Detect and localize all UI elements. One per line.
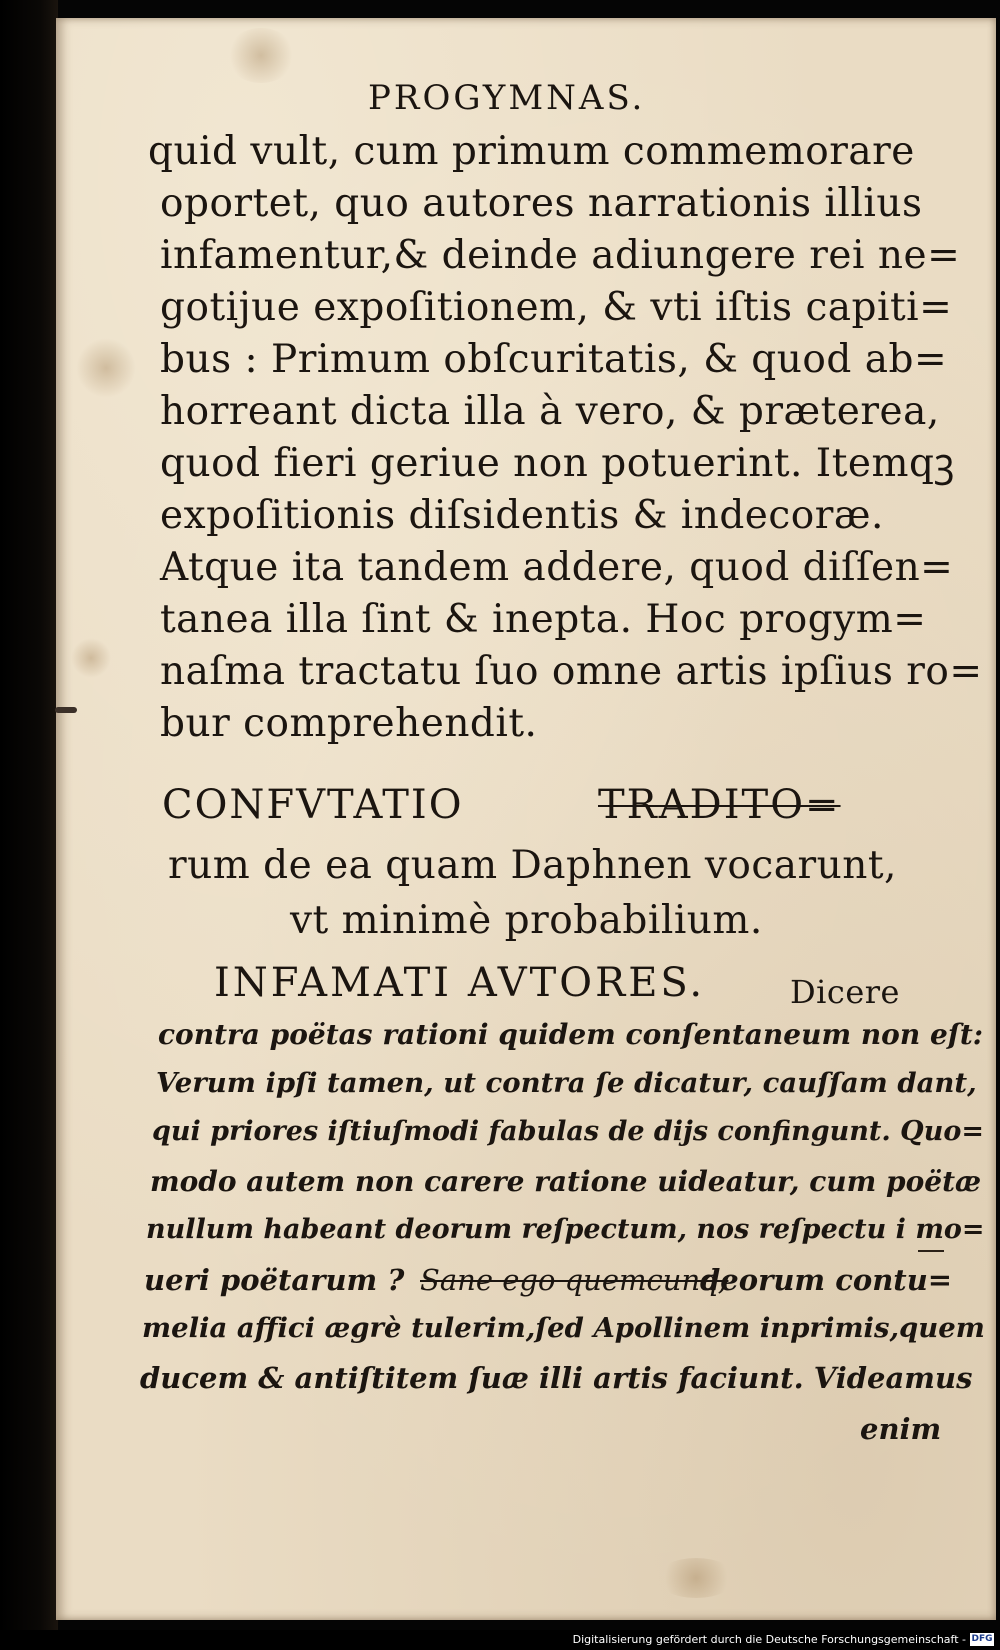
italic-line: contra poëtas rationi quidem conſentaneum non eſt: <box>158 1018 984 1051</box>
paragraph-line: tanea illa ſint & inepta. Hoc progym= <box>160 597 927 642</box>
paragraph-line: gotijue expoſitionem, & vti iſtis capiti= <box>160 285 953 330</box>
margin-line-mark <box>918 1250 944 1252</box>
paper-stain <box>71 638 111 678</box>
paragraph-line: Atque ita tandem addere, quod diſſen= <box>160 545 954 590</box>
paragraph-line: infamentur,& deinde adiungere rei ne= <box>160 233 961 278</box>
subheading: INFAMATI AVTORES. <box>214 960 706 1006</box>
section-title-line: vt minimè probabilium. <box>290 898 763 943</box>
margin-mark <box>55 707 77 713</box>
paragraph-line: naſma tractatu ſuo omne artis ipſius ro= <box>160 649 983 694</box>
running-header: PROGYMNAS. <box>368 78 646 118</box>
italic-line: qui priores iſtiuſmodi fabulas de dijs confingunt. Quo= <box>152 1116 984 1147</box>
paragraph-line: quid vult, cum primum commemorare <box>148 129 915 174</box>
dfg-logo: DFG <box>971 1634 993 1644</box>
italic-line-struck: Sane ego quemcunq; <box>420 1263 729 1297</box>
paragraph-line: oportet, quo autores narrationis illius <box>160 181 923 226</box>
paragraph-line: quod fieri geriue non potuerint. Itemqꝫ <box>160 441 955 486</box>
paragraph-line: bur comprehendit. <box>160 701 538 746</box>
digitization-credit: Digitalisierung gefördert durch die Deutsche Forschungsgemeinschaft - <box>572 1633 966 1646</box>
paper-stain <box>656 1558 736 1598</box>
section-title-word: CONFVTATIO <box>162 782 464 828</box>
italic-line: nullum habeant deorum reſpectum, nos reſpectu i mo= <box>146 1214 985 1245</box>
italic-line: ducem & antiſtitem ſuæ illi artis faciunt. Videamus <box>140 1361 973 1395</box>
italic-line: Verum ipſi tamen, ut contra ſe dicatur, cauſſam dant, <box>156 1067 977 1099</box>
paragraph-line: expoſitionis diſsidentis & indecoræ. <box>160 493 884 538</box>
section-title-line: rum de ea quam Daphnen vocarunt, <box>168 843 897 888</box>
catchword: enim <box>860 1412 942 1446</box>
paragraph-line: bus : Primum obſcuritatis, & quod ab= <box>160 337 948 382</box>
italic-line: modo autem non carere ratione uideatur, cum poëtæ <box>150 1165 982 1198</box>
book-gutter-shadow <box>0 0 58 1650</box>
section-title-word-struck: TRADITO= <box>598 782 841 828</box>
paper-stain <box>76 338 136 398</box>
italic-line: melia affici ægrè tulerim,ſed Apollinem inprimis,quem <box>142 1312 985 1344</box>
paragraph-line: horreant dicta illa à vero, & præterea, <box>160 389 940 434</box>
paper-stain <box>226 28 296 83</box>
italic-line: deorum contu= <box>700 1263 953 1297</box>
italic-line: ueri poëtarum ? <box>144 1263 405 1297</box>
subheading-continuation: Dicere <box>790 973 900 1011</box>
